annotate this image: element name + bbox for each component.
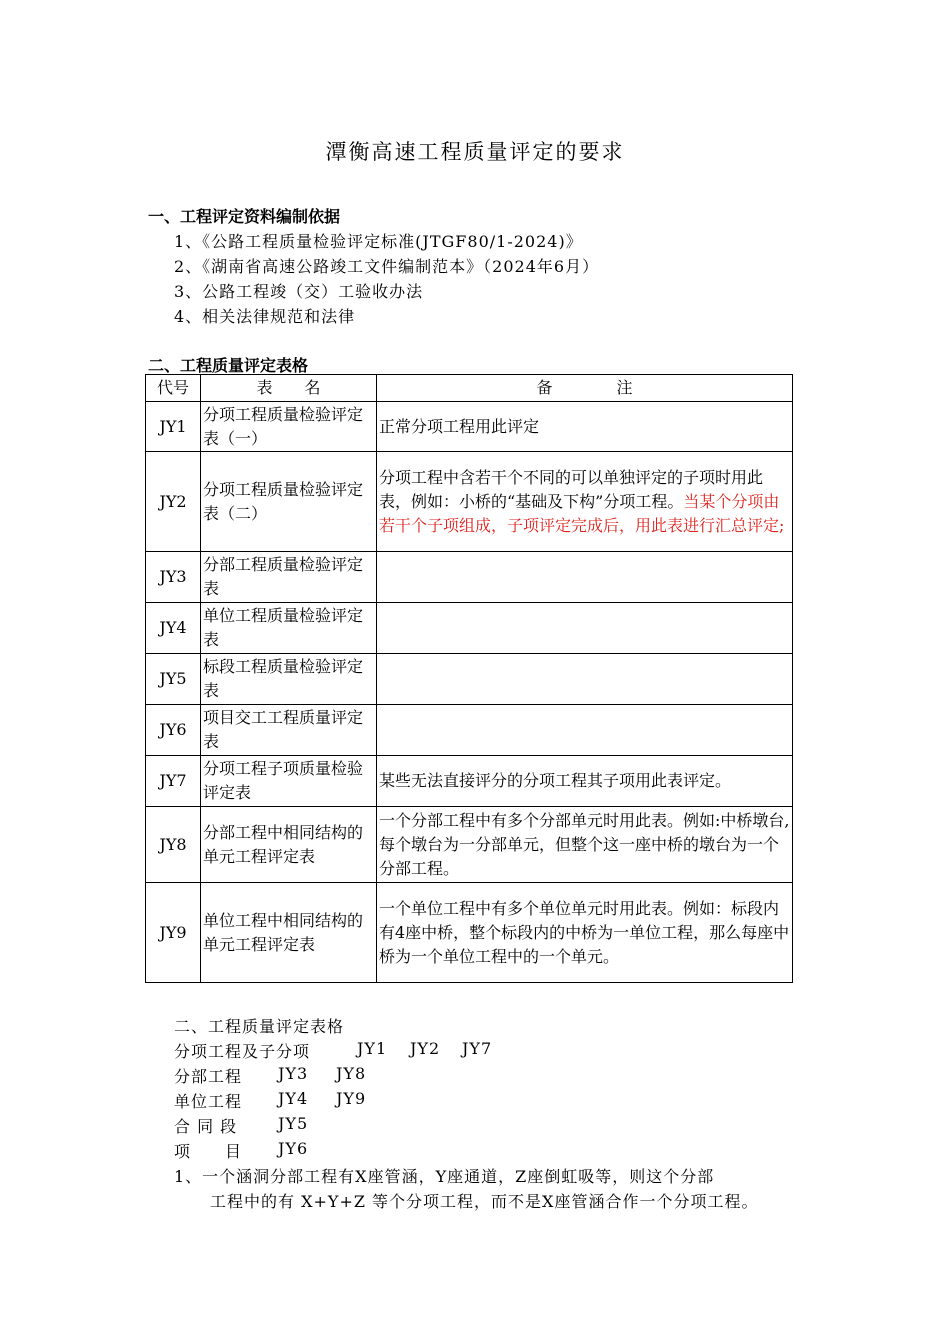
header-name: 表 名 bbox=[201, 375, 377, 402]
summary-code: JY8 bbox=[336, 1064, 367, 1083]
row-name: 项目交工工程质量评定表 bbox=[201, 705, 377, 756]
table-row bbox=[146, 402, 793, 452]
summary-code: JY4 bbox=[278, 1089, 309, 1108]
summary-code: JY1 bbox=[357, 1039, 388, 1058]
summary-code: JY6 bbox=[278, 1139, 309, 1158]
summary-code: JY7 bbox=[462, 1039, 493, 1058]
highlight-note: 当某个分项由若干个子项组成，子项评定完成后，用此表进行汇总评定; bbox=[379, 491, 785, 535]
evaluation-forms-table bbox=[145, 374, 793, 983]
summary-label: 分部工程 bbox=[174, 1067, 243, 1086]
table-header-row bbox=[146, 375, 793, 402]
basis-item: 3、公路工程竣（交）工验收办法 bbox=[174, 282, 424, 301]
summary-code: JY9 bbox=[336, 1089, 367, 1108]
row-note bbox=[377, 705, 793, 756]
summary-label: 单位工程 bbox=[174, 1092, 243, 1111]
basis-item: 4、相关法律规范和法律 bbox=[174, 307, 356, 326]
row-note: 分项工程中含若干个不同的可以单独评定的子项时用此表，例如：小桥的“基础及下构”分项工程。当某个分项由若干个子项组成，子项评定完成后，用此表进行汇总评定; bbox=[377, 452, 793, 552]
table-row bbox=[146, 654, 793, 705]
section3-heading: 二、工程质量评定表格 bbox=[174, 1017, 345, 1036]
row-code: JY7 bbox=[146, 756, 201, 807]
row-code: JY4 bbox=[146, 603, 201, 654]
row-note: 一个单位工程中有多个单位单元时用此表。例如：标段内有4座中桥，整个标段内的中桥为一单位工程，那么每座中桥为一个单位工程中的一个单元。 bbox=[377, 883, 793, 983]
row-note bbox=[377, 552, 793, 603]
row-name: 分部工程中相同结构的单元工程评定表 bbox=[201, 807, 377, 883]
table-row bbox=[146, 705, 793, 756]
section2-heading: 二、工程质量评定表格 bbox=[148, 356, 309, 375]
summary-label: 合 同 段 bbox=[174, 1117, 238, 1136]
note-line: 工程中的有 X+Y+Z 等个分项工程，而不是X座管涵合作一个分项工程。 bbox=[210, 1192, 759, 1211]
summary-code: JY2 bbox=[410, 1039, 441, 1058]
summary-label: 项 目 bbox=[174, 1142, 243, 1161]
row-name: 分项工程质量检验评定表（二） bbox=[201, 452, 377, 552]
table-row bbox=[146, 552, 793, 603]
section1-heading: 一、工程评定资料编制依据 bbox=[148, 207, 341, 226]
summary-label: 分项工程及子分项 bbox=[174, 1042, 311, 1061]
row-code: JY3 bbox=[146, 552, 201, 603]
row-note: 某些无法直接评分的分项工程其子项用此表评定。 bbox=[377, 756, 793, 807]
row-name: 分部工程质量检验评定表 bbox=[201, 552, 377, 603]
row-name: 分项工程质量检验评定表（一） bbox=[201, 402, 377, 452]
row-code: JY9 bbox=[146, 883, 201, 983]
row-name: 单位工程质量检验评定表 bbox=[201, 603, 377, 654]
row-note bbox=[377, 603, 793, 654]
row-note: 正常分项工程用此评定 bbox=[377, 402, 793, 452]
header-note: 备 注 bbox=[377, 375, 793, 402]
row-code: JY5 bbox=[146, 654, 201, 705]
note-line: 1、一个涵洞分部工程有X座管涵，Y座通道，Z座倒虹吸等，则这个分部 bbox=[174, 1167, 715, 1186]
table-row bbox=[146, 452, 793, 552]
summary-code: JY3 bbox=[278, 1064, 309, 1083]
row-name: 标段工程质量检验评定表 bbox=[201, 654, 377, 705]
summary-code: JY5 bbox=[278, 1114, 309, 1133]
header-code: 代号 bbox=[146, 375, 201, 402]
row-name: 分项工程子项质量检验评定表 bbox=[201, 756, 377, 807]
row-note: 一个分部工程中有多个分部单元时用此表。例如:中桥墩台,每个墩台为一分部单元，但整个这一座中桥的墩台为一个分部工程。 bbox=[377, 807, 793, 883]
page-title: 潭衡高速工程质量评定的要求 bbox=[325, 140, 625, 164]
basis-item: 2、《湖南省高速公路竣工文件编制范本》（2024年6月） bbox=[174, 257, 600, 276]
row-code: JY8 bbox=[146, 807, 201, 883]
table-row bbox=[146, 756, 793, 807]
row-code: JY6 bbox=[146, 705, 201, 756]
table-row bbox=[146, 603, 793, 654]
row-name: 单位工程中相同结构的单元工程评定表 bbox=[201, 883, 377, 983]
table-row bbox=[146, 807, 793, 883]
row-code: JY1 bbox=[146, 402, 201, 452]
row-code: JY2 bbox=[146, 452, 201, 552]
row-note bbox=[377, 654, 793, 705]
basis-item: 1、《公路工程质量检验评定标准(JTGF80/1-2024)》 bbox=[174, 232, 583, 251]
table-row bbox=[146, 883, 793, 983]
